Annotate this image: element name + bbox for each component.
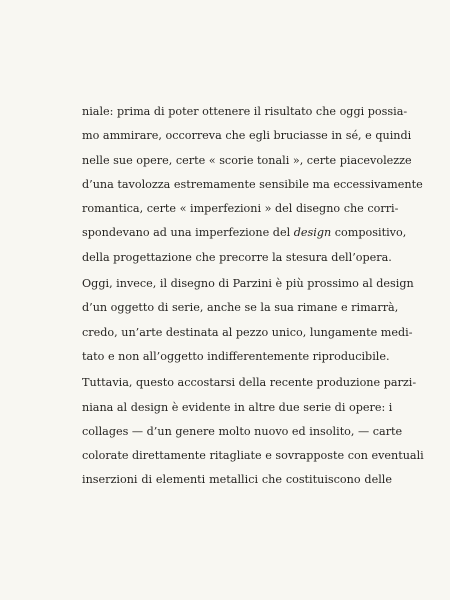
text-line: collages — d’un genere molto nuovo ed insolito, — carte <box>82 424 403 438</box>
text-line: d’un oggetto di serie, anche se la sua rimane e rimarrà, <box>82 301 399 315</box>
emphasized-word: design <box>293 226 332 240</box>
body-text <box>82 100 424 493</box>
text-line: romantica, certe « imperfezioni » del disegno che corri- <box>82 202 399 216</box>
text-line: inserzioni di elementi metallici che costituiscono delle <box>82 473 392 487</box>
text-line <box>82 221 407 245</box>
text-line: Tuttavia, questo accostarsi della recente produzione parzi- <box>82 376 417 390</box>
text-fragment: compositivo, <box>331 226 407 240</box>
text-line: niana al design è evidente in altre due serie di opere: i <box>82 400 393 414</box>
text-line: niale: prima di poter ottenere il risultato che oggi possia- <box>82 105 408 118</box>
text-fragment: spondevano ad una imperfezione del <box>82 226 294 240</box>
text-line: Oggi, invece, il disegno di Parzini è più prossimo al design <box>82 277 414 291</box>
text-line: colorate direttamente ritagliate e sovrapposte con eventuali <box>82 449 424 463</box>
text-line: d’una tavolozza estremamente sensibile ma eccessivamente <box>82 177 423 191</box>
text-line: nelle sue opere, certe « scorie tonali », certe piacevolezze <box>82 153 412 167</box>
text-line: della progettazione che precorre la stesura dell’opera. <box>82 250 392 264</box>
text-line: credo, un’arte destinata al pezzo unico, lungamente medi- <box>82 325 413 339</box>
text-line: mo ammirare, occorreva che egli bruciasse in sé, e quindi <box>82 129 412 143</box>
text-line: tato e non all’oggetto indifferentemente riproducibile. <box>82 349 390 363</box>
